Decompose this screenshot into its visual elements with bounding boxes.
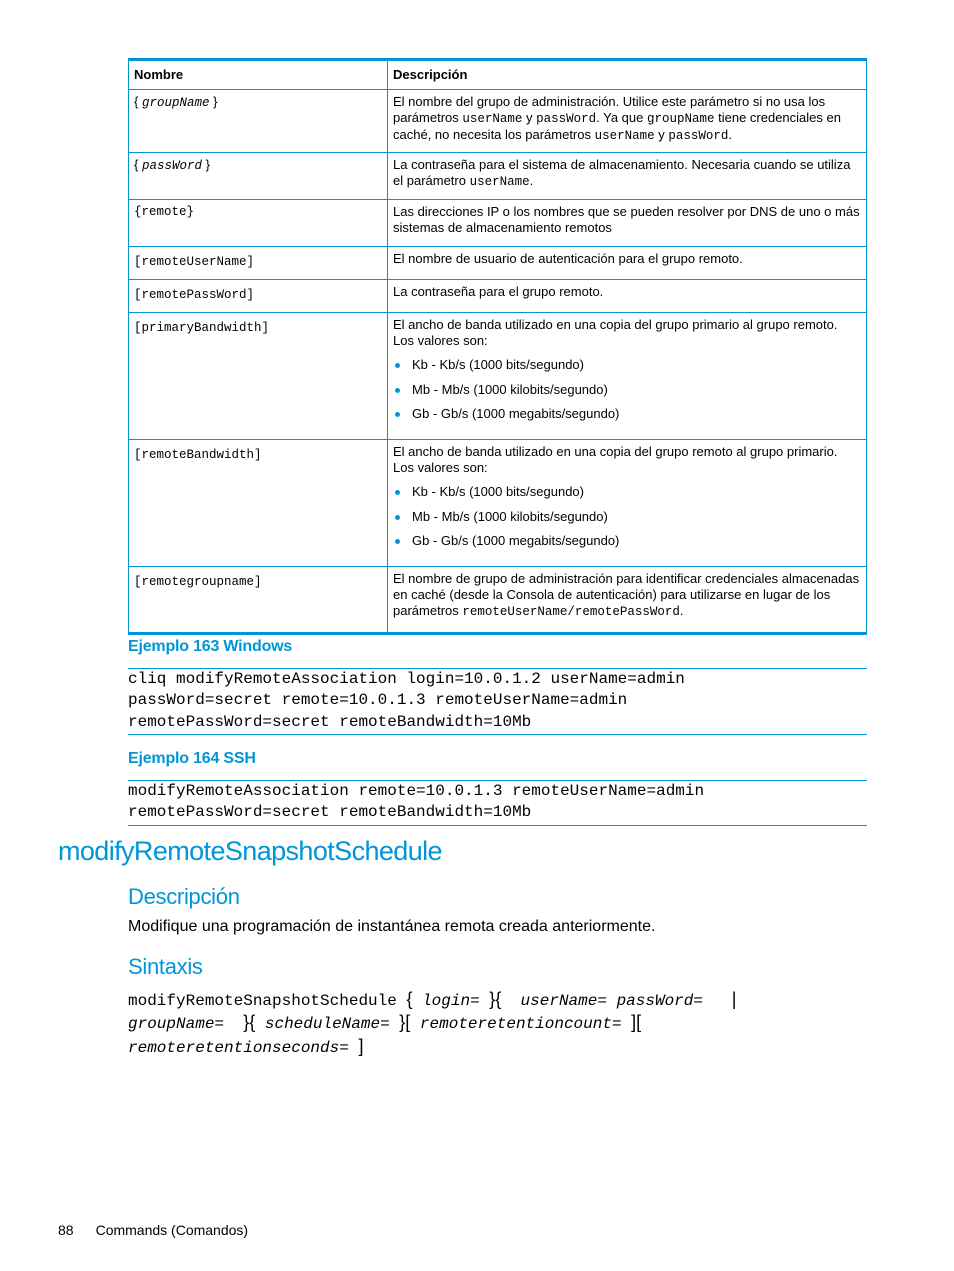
param-name: [remoteUserName] [129, 247, 388, 280]
chapter-name: Commands (Comandos) [95, 1222, 249, 1238]
param-description: El nombre de usuario de autenticación para el grupo remoto. [388, 247, 867, 280]
syntax-heading: Sintaxis [128, 954, 203, 979]
param-description: El ancho de banda utilizado en una copia del grupo remoto al grupo primario. Los valores son: Kb - Kb/s (1000 bits/segundo) Mb - Mb/s (1000 kilobits/segundo) Gb - Gb/s (1000 megabits/segundo) [388, 440, 867, 567]
param-name: { groupName } [129, 90, 388, 153]
param-description: La contraseña para el sistema de almacenamiento. Necesaria cuando se utiliza el parámetro userName. [388, 153, 867, 200]
example-164-code: modifyRemoteAssociation remote=10.0.1.3 remoteUserName=admin remotePassWord=secret remoteBandwidth=10Mb [128, 780, 867, 826]
example-163-code: cliq modifyRemoteAssociation login=10.0.1.2 userName=admin passWord=secret remote=10.0.1.3 remoteUserName=admin remotePassWord=secret remoteBandwidth=10Mb [128, 668, 867, 735]
param-groupname: groupName [141, 96, 210, 110]
column-header-name: Nombre [129, 60, 388, 90]
table-row [129, 313, 867, 440]
param-name: {remote} [129, 200, 388, 247]
table-row [129, 200, 867, 247]
example-163-title: Ejemplo 163 Windows [128, 638, 293, 655]
list-item: Gb - Gb/s (1000 megabits/segundo) [412, 529, 861, 554]
list-item: Mb - Mb/s (1000 kilobits/segundo) [412, 505, 861, 530]
section-title: modifyRemoteSnapshotSchedule [58, 836, 442, 866]
page-number: 88 [58, 1222, 74, 1238]
param-description: El nombre del grupo de administración. Utilice este parámetro si no usa los parámetros userName y passWord. Ya que groupName tiene credenciales en caché, no necesita los parámetros userName y passWord. [388, 90, 867, 153]
param-description: La contraseña para el grupo remoto. [388, 280, 867, 313]
param-name: [remotePassWord] [129, 280, 388, 313]
parameters-table [128, 58, 867, 635]
list-item: Kb - Kb/s (1000 bits/segundo) [412, 353, 861, 378]
page-footer [58, 1222, 248, 1238]
param-name: { passWord } [129, 153, 388, 200]
table-row [129, 280, 867, 313]
param-name: [primaryBandwidth] [129, 313, 388, 440]
param-description: Las direcciones IP o los nombres que se pueden resolver por DNS de uno o más sistemas de almacenamiento remotos [388, 200, 867, 247]
param-description: El ancho de banda utilizado en una copia del grupo primario al grupo remoto. Los valores son: Kb - Kb/s (1000 bits/segundo) Mb - Mb/s (1000 kilobits/segundo) Gb - Gb/s (1000 megabits/segundo) [388, 313, 867, 440]
param-description: El nombre de grupo de administración para identificar credenciales almacenadas en caché (desde la Consola de autenticación) para utilizarse en lugar de los parámetros remoteUserName/remotePassWord. [388, 567, 867, 634]
list-item: Mb - Mb/s (1000 kilobits/segundo) [412, 378, 861, 403]
list-item: Gb - Gb/s (1000 megabits/segundo) [412, 402, 861, 427]
table-row [129, 567, 867, 634]
description-text: Modifique una programación de instantánea remota creada anteriormente. [128, 918, 656, 935]
description-heading: Descripción [128, 884, 240, 909]
table-row [129, 153, 867, 200]
param-name: [remoteBandwidth] [129, 440, 388, 567]
table-row [129, 90, 867, 153]
syntax-block: modifyRemoteSnapshotSchedule { login= }{ userName= passWord= | groupName= }{ scheduleName= }[ remoteretentioncount= ][ remoteretentionseconds= ] [128, 989, 737, 1057]
table-row [129, 247, 867, 280]
table-row [129, 440, 867, 567]
list-item: Kb - Kb/s (1000 bits/segundo) [412, 480, 861, 505]
column-header-description: Descripción [388, 60, 867, 90]
param-name: [remotegroupname] [129, 567, 388, 634]
bullet-list [393, 480, 861, 554]
bullet-list [393, 353, 861, 427]
example-164-title: Ejemplo 164 SSH [128, 750, 256, 767]
